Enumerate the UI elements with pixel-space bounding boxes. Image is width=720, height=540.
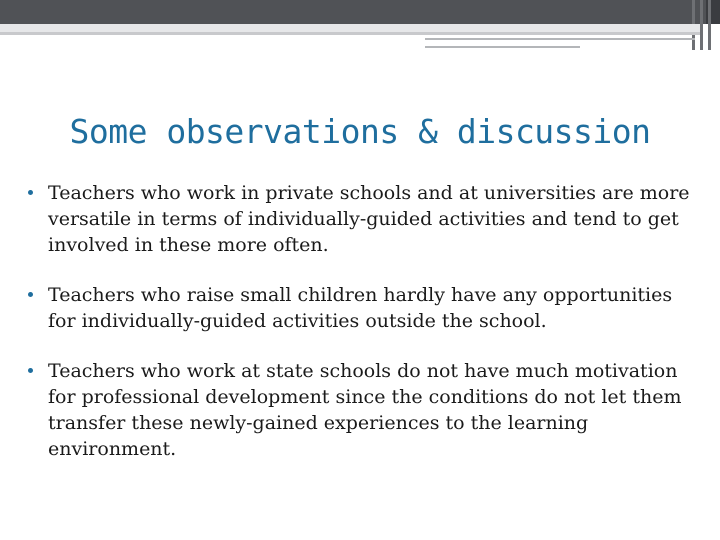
slide-title: Some observations & discussion <box>69 112 651 151</box>
header-band-dark <box>0 0 706 24</box>
bullet-marker-icon <box>28 190 33 195</box>
header-accent-line-long <box>425 38 695 40</box>
header-accent-line-short <box>425 46 580 48</box>
bullet-marker-icon <box>28 368 33 373</box>
bullet-text: Teachers who raise small children hardly have any opportunities for individually-guided activities outside the school. <box>48 284 673 332</box>
bullet-marker-icon <box>28 292 33 297</box>
bullet-list <box>28 180 698 486</box>
bullet-text: Teachers who work in private schools and at universities are more versatile in terms of individually-guided activities and tend to get involved in these more often. <box>48 182 690 256</box>
bullet-item <box>28 180 698 258</box>
header-band-light <box>0 24 700 32</box>
bullet-text: Teachers who work at state schools do not have much motivation for professional development since the conditions do not let them transfer these newly-gained experiences to the learning environment. <box>48 360 682 460</box>
header-band-rule <box>0 32 700 35</box>
bullet-item <box>28 282 698 334</box>
bullet-item <box>28 358 698 462</box>
